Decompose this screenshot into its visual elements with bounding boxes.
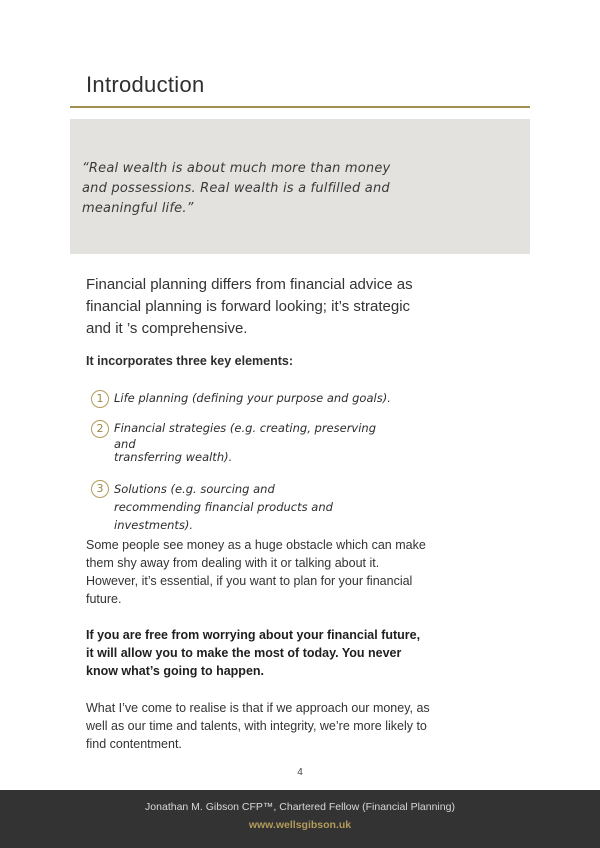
list-item-text: Solutions (e.g. sourcing and recommending financial products and investments). <box>114 482 333 532</box>
elements-heading: It incorporates three key elements: <box>86 354 294 368</box>
obstacle-paragraph: Some people see money as a huge obstacle which can make them shy away from dealing with it or talking about it. However, it’s essential, if you want to plan for your financial future. <box>86 538 426 606</box>
quote-text: “Real wealth is about much more than money and possessions. Real wealth is a fulfilled and meaningful life.” <box>82 161 391 216</box>
quote-box <box>70 119 530 254</box>
number-badge: 3 <box>91 480 109 498</box>
closing-paragraph: What I’ve come to realise is that if we approach our money, as well as our time and talents, with integrity, we’re more likely to find contentment. <box>86 701 430 751</box>
list-item-text-continued: transferring wealth). <box>114 450 233 464</box>
list-item-text: Life planning (defining your purpose and goals). <box>114 391 391 405</box>
section-title: Introduction <box>86 72 205 97</box>
page-number: 4 <box>297 767 303 778</box>
footer-author: Jonathan M. Gibson CFP™, Chartered Fellow (Financial Planning) <box>145 801 455 813</box>
lead-paragraph: Financial planning differs from financial advice as financial planning is forward looking; it’s strategic and it ’s comprehensive. <box>86 276 413 337</box>
list-item-text: Financial strategies (e.g. creating, preserving and <box>114 421 377 451</box>
title-divider <box>70 106 530 108</box>
bold-paragraph: If you are free from worrying about your financial future, it will allow you to make the most of today. You never know what’s going to happen. <box>86 628 421 678</box>
footer <box>0 790 600 848</box>
footer-website-link[interactable]: www.wellsgibson.uk <box>248 819 352 831</box>
number-badge: 2 <box>91 420 109 438</box>
number-badge: 1 <box>91 390 109 408</box>
